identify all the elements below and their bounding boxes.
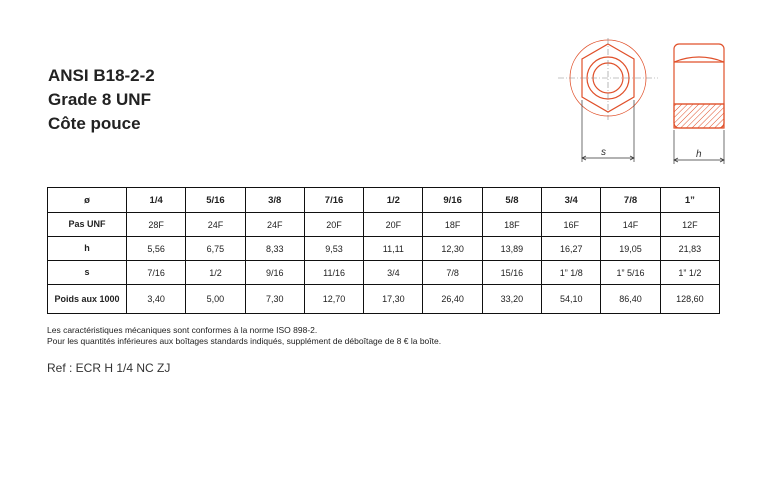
- size-cell: 1/4: [127, 188, 186, 213]
- grade-title: Grade 8 UNF: [48, 90, 151, 109]
- table-cell: 9/16: [245, 261, 304, 285]
- note-quantity: Pour les quantités inférieures aux boîtages standards indiqués, supplément de déboîtage de 8 € la boîte.: [47, 336, 442, 346]
- table-cell: 33,20: [482, 285, 541, 314]
- nut-spec-table: [47, 187, 720, 314]
- table-cell: 20F: [364, 213, 423, 237]
- size-cell: 3/4: [542, 188, 601, 213]
- dimension-h-label: h: [696, 149, 702, 160]
- table-cell: 1” 5/16: [601, 261, 660, 285]
- nut-technical-drawing: [548, 34, 738, 174]
- table-row: [48, 213, 720, 237]
- table-cell: 17,30: [364, 285, 423, 314]
- product-reference: Ref : ECR H 1/4 NC ZJ: [47, 361, 171, 375]
- row-label-weight: Poids aux 1000: [48, 285, 127, 314]
- table-cell: 6,75: [186, 237, 245, 261]
- table-cell: 7,30: [245, 285, 304, 314]
- table-cell: 11/16: [304, 261, 363, 285]
- table-cell: 8,33: [245, 237, 304, 261]
- table-cell: 24F: [186, 213, 245, 237]
- table-cell: 26,40: [423, 285, 482, 314]
- note-mechanical: Les caractéristiques mécaniques sont conformes à la norme ISO 898-2.: [47, 325, 318, 335]
- table-cell: 15/16: [482, 261, 541, 285]
- row-label-height: h: [48, 237, 127, 261]
- side-view-hatch: [674, 104, 724, 128]
- table-row: [48, 285, 720, 314]
- size-cell: 7/8: [601, 188, 660, 213]
- table-cell: 7/16: [127, 261, 186, 285]
- size-cell: 1/2: [364, 188, 423, 213]
- row-label-pitch: Pas UNF: [48, 213, 127, 237]
- table-cell: 54,10: [542, 285, 601, 314]
- table-cell: 5,00: [186, 285, 245, 314]
- table-cell: 16,27: [542, 237, 601, 261]
- size-cell: 5/16: [186, 188, 245, 213]
- table-cell: 11,11: [364, 237, 423, 261]
- size-cell: 3/8: [245, 188, 304, 213]
- table-cell: 1” 1/8: [542, 261, 601, 285]
- row-label-across-flats: s: [48, 261, 127, 285]
- title-block: [48, 64, 155, 136]
- table-cell: 3/4: [364, 261, 423, 285]
- table-cell: 28F: [127, 213, 186, 237]
- standard-title: ANSI B18-2-2: [48, 66, 155, 85]
- dimension-s-label: s: [601, 147, 606, 158]
- diameter-header-cell: ø: [48, 188, 127, 213]
- table-row: [48, 237, 720, 261]
- table-cell: 16F: [542, 213, 601, 237]
- footnotes: [47, 325, 441, 347]
- size-cell: 7/16: [304, 188, 363, 213]
- table-cell: 13,89: [482, 237, 541, 261]
- table-cell: 18F: [482, 213, 541, 237]
- table-cell: 5,56: [127, 237, 186, 261]
- table-cell: 21,83: [660, 237, 719, 261]
- table-cell: 12,70: [304, 285, 363, 314]
- table-cell: 14F: [601, 213, 660, 237]
- size-cell: 9/16: [423, 188, 482, 213]
- table-cell: 24F: [245, 213, 304, 237]
- table-cell: 1” 1/2: [660, 261, 719, 285]
- table-row: [48, 261, 720, 285]
- table-cell: 9,53: [304, 237, 363, 261]
- table-cell: 19,05: [601, 237, 660, 261]
- table-cell: 18F: [423, 213, 482, 237]
- size-cell: 5/8: [482, 188, 541, 213]
- table-cell: 1/2: [186, 261, 245, 285]
- table-cell: 7/8: [423, 261, 482, 285]
- size-cell: 1”: [660, 188, 719, 213]
- table-cell: 128,60: [660, 285, 719, 314]
- table-cell: 3,40: [127, 285, 186, 314]
- table-cell: 86,40: [601, 285, 660, 314]
- table-cell: 20F: [304, 213, 363, 237]
- unit-title: Côte pouce: [48, 114, 141, 133]
- table-cell: 12,30: [423, 237, 482, 261]
- table-header-row: [48, 188, 720, 213]
- table-cell: 12F: [660, 213, 719, 237]
